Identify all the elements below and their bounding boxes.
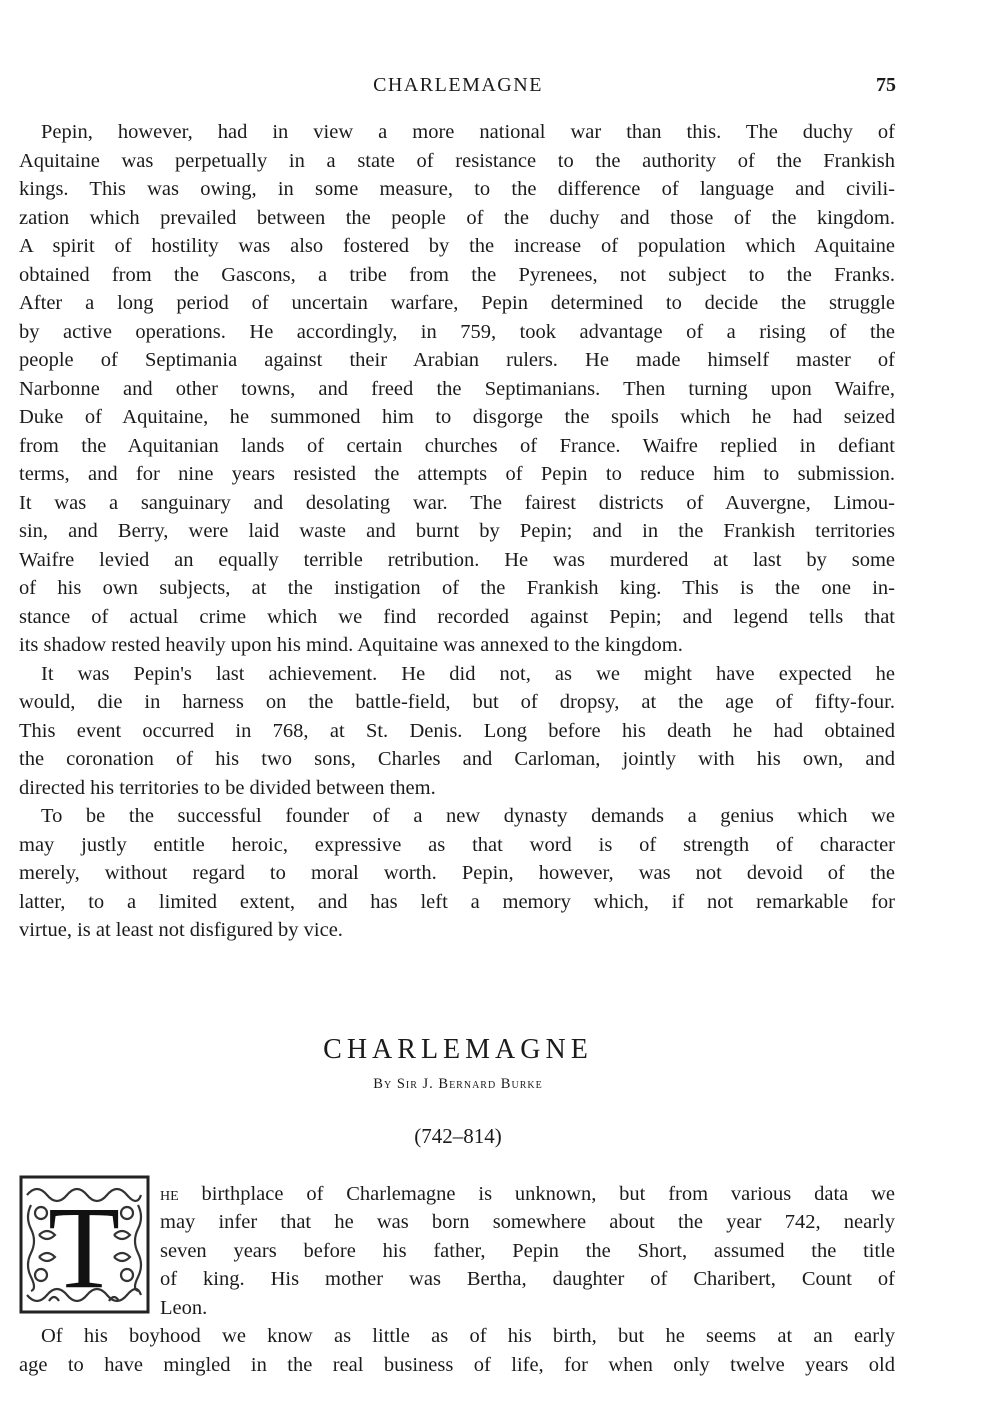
text-line: Leon. — [160, 1297, 208, 1319]
text-line: sin, and Berry, were laid waste and burnt by Pepin; and in the Frankish territories — [19, 520, 895, 542]
text-line: zation which prevailed between the people of the duchy and those of the kingdom. — [19, 207, 895, 229]
svg-text:T: T — [47, 1182, 121, 1313]
byline: By Sir J. Bernard Burke — [373, 1076, 543, 1092]
text-line: by active operations. He accordingly, in 759, took advantage of a rising of the — [19, 321, 895, 343]
text-line: virtue, is at least not disfigured by vice. — [19, 919, 343, 941]
text-line: Duke of Aquitaine, he summoned him to disgorge the spoils which he had seized — [19, 406, 895, 428]
text-line: from the Aquitanian lands of certain churches of France. Waifre replied in defiant — [19, 435, 895, 457]
text-line: Narbonne and other towns, and freed the Septimanians. Then turning upon Waifre, — [19, 378, 895, 400]
text-line: Pepin, however, had in view a more national war than this. The duchy of — [41, 121, 895, 143]
ornamental-dropcap — [19, 1175, 150, 1314]
opening-word: he — [160, 1183, 179, 1205]
opening-line-rest: birthplace of Charlemagne is unknown, but from various data we — [178, 1183, 895, 1205]
text-line: the coronation of his two sons, Charles and Carloman, jointly with his own, and — [19, 748, 895, 770]
text-line: obtained from the Gascons, a tribe from the Pyrenees, not subject to the Franks. — [19, 264, 895, 286]
text-line: age to have mingled in the real business of life, for when only twelve years old — [19, 1354, 895, 1376]
text-line: Of his boyhood we know as little as of his birth, but he seems at an early — [41, 1325, 895, 1347]
section-title: CHARLEMAGNE — [323, 1034, 593, 1065]
text-line: This event occurred in 768, at St. Denis. Long before his death he had obtained — [19, 720, 895, 742]
text-line: kings. This was owing, in some measure, to the difference of language and civili- — [19, 178, 895, 200]
text-line: merely, without regard to moral worth. Pepin, however, was not devoid of the — [19, 862, 895, 884]
text-line: may justly entitle heroic, expressive as that word is of strength of character — [19, 834, 895, 856]
text-line: people of Septimania against their Arabian rulers. He made himself master of — [19, 349, 895, 371]
text-line: directed his territories to be divided between them. — [19, 777, 436, 799]
text-line: After a long period of uncertain warfare, Pepin determined to decide the struggle — [19, 292, 895, 314]
text-line: terms, and for nine years resisted the attempts of Pepin to reduce him to submission. — [19, 463, 895, 485]
text-line: its shadow rested heavily upon his mind. Aquitaine was annexed to the kingdom. — [19, 634, 683, 656]
text-line: Aquitaine was perpetually in a state of resistance to the authority of the Frankish — [19, 150, 895, 172]
ornamental-initial-icon — [19, 1175, 150, 1314]
text-line: It was Pepin's last achievement. He did not, as we might have expected he — [41, 663, 895, 685]
text-line: may infer that he was born somewhere about the year 742, nearly — [160, 1211, 895, 1233]
text-line: of his own subjects, at the instigation of the Frankish king. This is the one in- — [19, 577, 895, 599]
text-line — [160, 1180, 895, 1208]
text-line: stance of actual crime which we find recorded against Pepin; and legend tells that — [19, 606, 895, 628]
life-dates: (742–814) — [414, 1124, 502, 1148]
text-line: A spirit of hostility was also fostered by the increase of population which Aquitaine — [19, 235, 895, 257]
text-line: To be the successful founder of a new dynasty demands a genius which we — [41, 805, 895, 827]
text-line: seven years before his father, Pepin the Short, assumed the title — [160, 1240, 895, 1262]
text-line: latter, to a limited extent, and has left a memory which, if not remarkable for — [19, 891, 895, 913]
text-line: It was a sanguinary and desolating war. The fairest districts of Auvergne, Limou- — [19, 492, 895, 514]
text-line: would, die in harness on the battle-field, but of dropsy, at the age of fifty-four. — [19, 691, 895, 713]
text-line: of king. His mother was Bertha, daughter of Charibert, Count of — [160, 1268, 895, 1290]
running-header — [0, 74, 1000, 100]
text-line: Waifre levied an equally terrible retribution. He was murdered at last by some — [19, 549, 895, 571]
page-number: 75 — [876, 74, 896, 96]
running-title: CHARLEMAGNE — [373, 74, 543, 96]
